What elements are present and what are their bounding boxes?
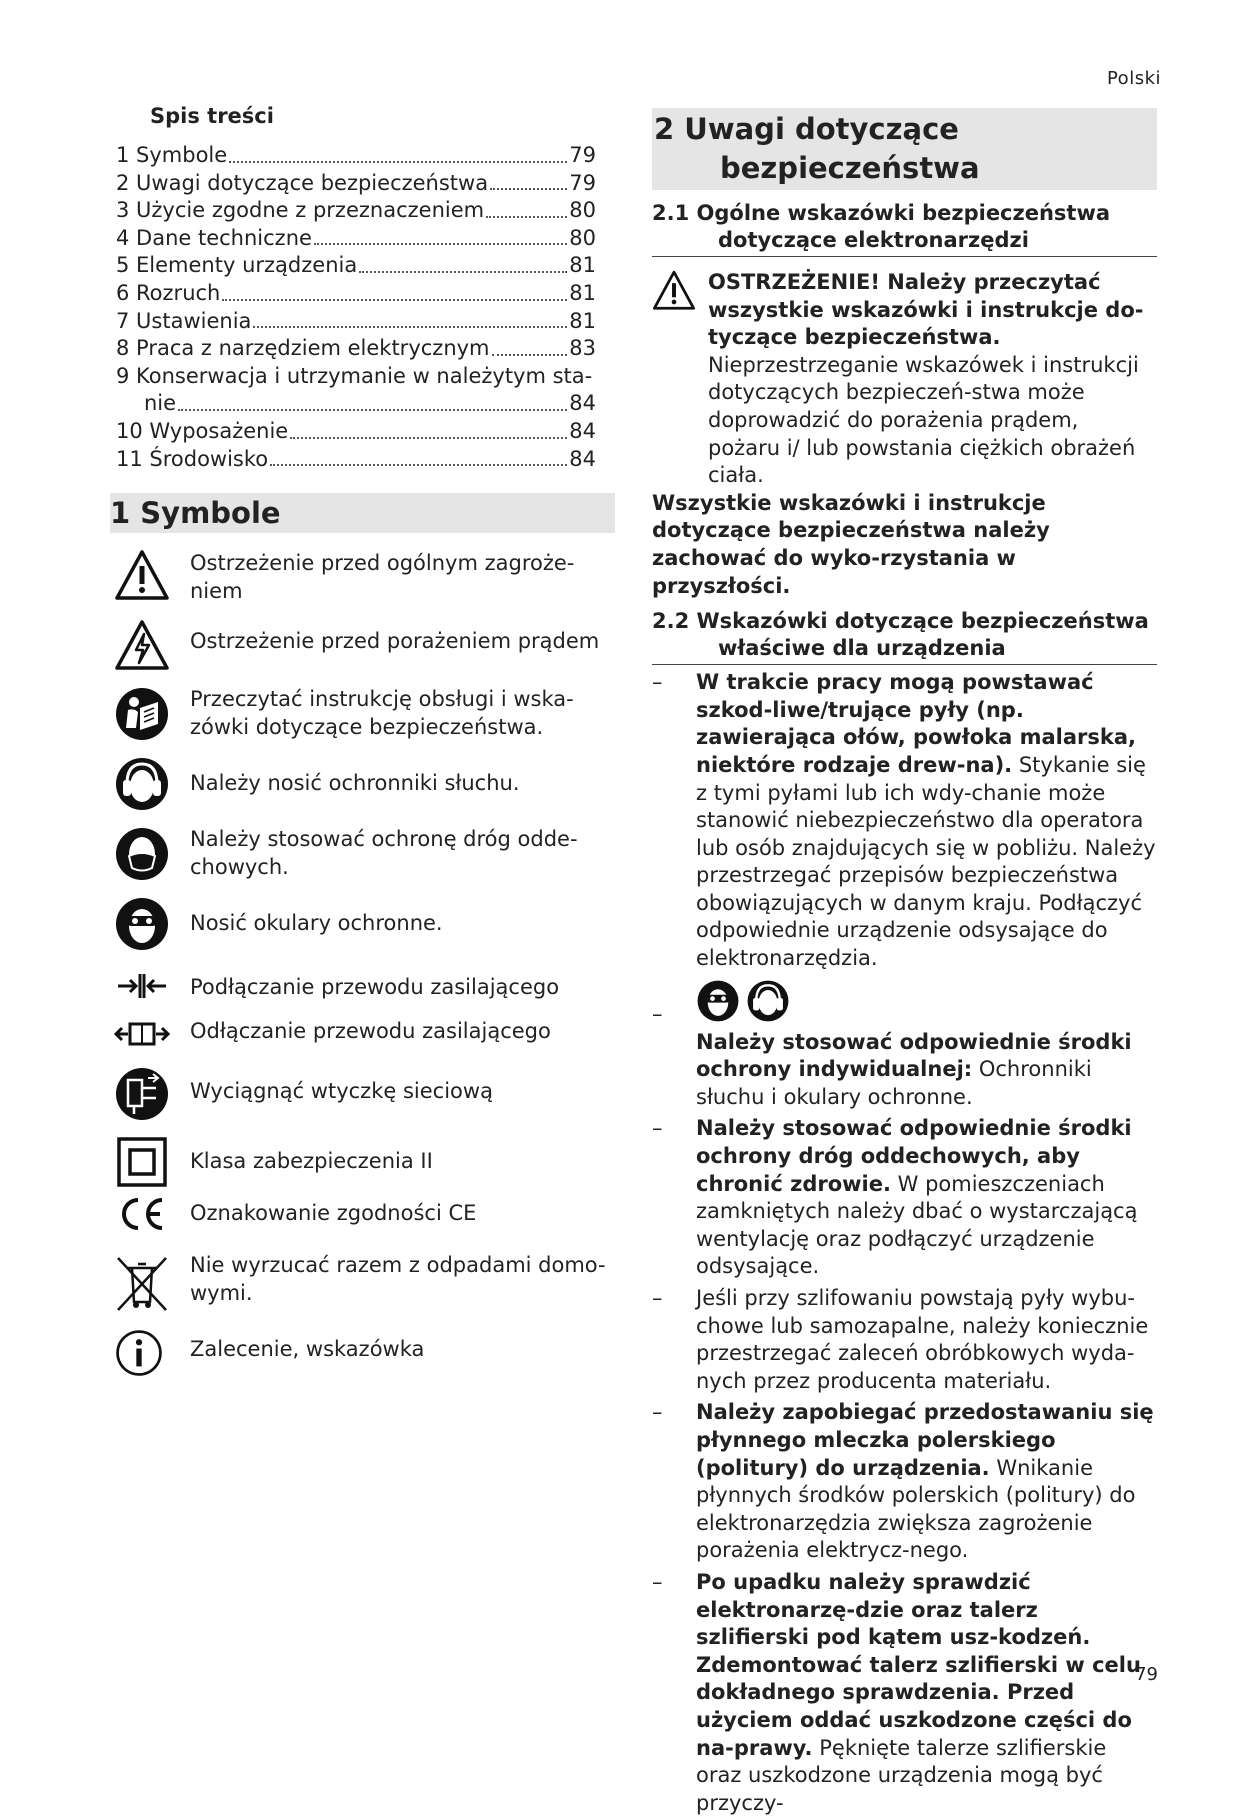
warning-block (652, 269, 1157, 600)
toc-entry[interactable]: 11 Środowisko 84 (116, 446, 596, 471)
symbol-description: Ostrzeżenie przed porażeniem prądem (190, 629, 600, 653)
hearing-protection-icon (114, 756, 170, 812)
symbol-description: Przeczytać instrukcję obsługi i wska-zówki dotyczące bezpieczeństwa. (190, 687, 574, 739)
list-item: – Po upadku należy sprawdzić elektronarzę-dzie oraz talerz szlifierski pod kątem usz-kodzeń. Zdemontować talerz szlifierski w celu dokładnego sprawdzenia. Przed użyciem oddać uszkodzone części do na-prawy. Pęknięte talerze szlifierskie oraz uszkodzone urządzenia mogą być przyczy- (652, 1569, 1141, 1815)
page-number: 79 (1135, 1664, 1158, 1685)
symbols-list (110, 0, 615, 1754)
symbol-description: Klasa zabezpieczenia II (190, 1149, 433, 1173)
subsection-heading-2-2: 2.2 Wskazówki dotyczące bezpieczeństwa właściwe dla urządzenia (652, 608, 1157, 665)
symbol-description: Nosić okulary ochronne. (190, 911, 443, 935)
language-label: Polski (1106, 68, 1161, 89)
toc-entry[interactable]: 5 Elementy urządzenia 81 (116, 253, 596, 278)
ce-mark-icon (114, 1194, 170, 1234)
section-heading-symbols: 1 Symbole (110, 493, 615, 533)
general-warning-icon (114, 548, 170, 604)
plug-disconnect-icon (114, 1014, 170, 1054)
toc-entry[interactable]: 8 Praca z narzędziem elektrycznym 83 (116, 336, 596, 361)
symbol-description: Należy stosować ochronę dróg odde-chowych. (190, 827, 578, 879)
toc-entry[interactable]: 3 Użycie zgodne z przeznaczeniem 80 (116, 198, 596, 223)
symbol-description: Nie wyrzucać razem z odpadami domo-wymi. (190, 1253, 606, 1305)
pull-plug-icon (114, 1066, 170, 1122)
eye-protection-icon (114, 896, 170, 952)
general-warning-icon (652, 269, 696, 313)
symbol-description: Odłączanie przewodu zasilającego (190, 1019, 551, 1043)
toc-entry[interactable]: 2 Uwagi dotyczące bezpieczeństwa 79 (116, 170, 596, 195)
protection-class-ii-icon (114, 1134, 170, 1190)
toc-entry[interactable]: 7 Ustawienia 81 (116, 308, 596, 333)
electric-shock-warning-icon (114, 618, 170, 674)
section-heading-safety: 2 Uwagi dotyczące bezpieczeństwa (652, 108, 1157, 190)
subsection-heading-2-1: 2.1 Ogólne wskazówki bezpieczeństwa dotyczące elektronarzędzi (652, 200, 1157, 257)
hearing-protection-icon (746, 979, 790, 1023)
symbol-description: Należy nosić ochronniki słuchu. (190, 771, 520, 795)
list-item: – Należy zapobiegać przedostawaniu się płynnego mleczka polerskiego (politury) do urządzenia. Wnikanie płynnych środków polerskich (politury) do elektronarzędzia zwiększa zagrożenie porażenia elektrycz-nego. (652, 1400, 1154, 1563)
symbol-description: Zalecenie, wskazówka (190, 1337, 425, 1361)
info-icon (114, 1328, 164, 1378)
toc-entry[interactable]: 9 Konserwacja i utrzymanie w należytym sta- (116, 363, 593, 388)
ppe-icons (696, 979, 1157, 1023)
symbol-description: Oznakowanie zgodności CE (190, 1201, 477, 1225)
right-column (652, 108, 1157, 1817)
list-item: – W trakcie pracy mogą powstawać szkod-liwe/trujące pyły (np. zawierająca ołów, powłoka malarska, niektóre rodzaje drew-na). Stykanie się z tymi pyłami lub ich wdy-chanie może stanowić niebezpieczeństwo dla operatora lub osób znajdujących się w pobliżu. Należy przestrzegać przepisów bezpieczeństwa obowiązujących w danym kraju. Podłączyć odpowiednie urządzenie odsysające do elektronarzędzia. (652, 670, 1156, 971)
list-item: – Należy stosować odpowiednie środki ochrony indywidualnej: Ochronniki słuchu i okulary ochronne. (652, 979, 1157, 1112)
symbol-description: Podłączanie przewodu zasilającego (190, 975, 560, 999)
toc-entry[interactable]: 1 Symbole 79 (116, 143, 596, 167)
symbol-description: Wyciągnąć wtyczkę sieciową (190, 1079, 493, 1103)
crossed-bin-icon (114, 1254, 170, 1314)
toc-title: Spis treści (150, 104, 274, 128)
read-manual-icon (114, 686, 170, 742)
toc-entry[interactable]: 6 Rozruch 81 (116, 280, 596, 305)
plug-connect-icon (114, 966, 170, 1006)
toc-entry[interactable]: 10 Wyposażenie 84 (116, 418, 596, 443)
list-item: – Jeśli przy szlifowaniu powstają pyły wybu-chowe lub samozapalne, należy koniecznie przestrzegać zaleceń obróbkowych wyda-nych przez producenta materiału. (652, 1286, 1149, 1393)
respiratory-protection-icon (114, 826, 170, 882)
symbol-description: Ostrzeżenie przed ogólnym zagroże-niem (190, 551, 575, 603)
list-item: – Należy stosować odpowiednie środki ochrony dróg oddechowych, aby chronić zdrowie. W pomieszczeniach zamkniętych należy dbać o wystarczającą wentylację oraz podłączyć urządzenie odsysające. (652, 1116, 1138, 1279)
warning-text: OSTRZEŻENIE! Należy przeczytać wszystkie wskazówki i instrukcje do-tyczące bezpieczeństwa. Nieprzestrzeganie wskazówek i instrukcji dotyczących bezpieczeń-stwa może doprowadzić do porażenia prądem, pożaru i/ lub powstania ciężkich obrażeń ciała. (708, 270, 1144, 488)
warning-keep-text: Wszystkie wskazówki i instrukcje dotyczące bezpieczeństwa należy zachować do wyko-rzystania w przyszłości. (652, 490, 1050, 598)
eye-protection-icon (696, 979, 740, 1023)
toc-entry-continued[interactable]: nie 84 (144, 391, 596, 416)
toc-entry[interactable]: 4 Dane techniczne 80 (116, 225, 596, 250)
